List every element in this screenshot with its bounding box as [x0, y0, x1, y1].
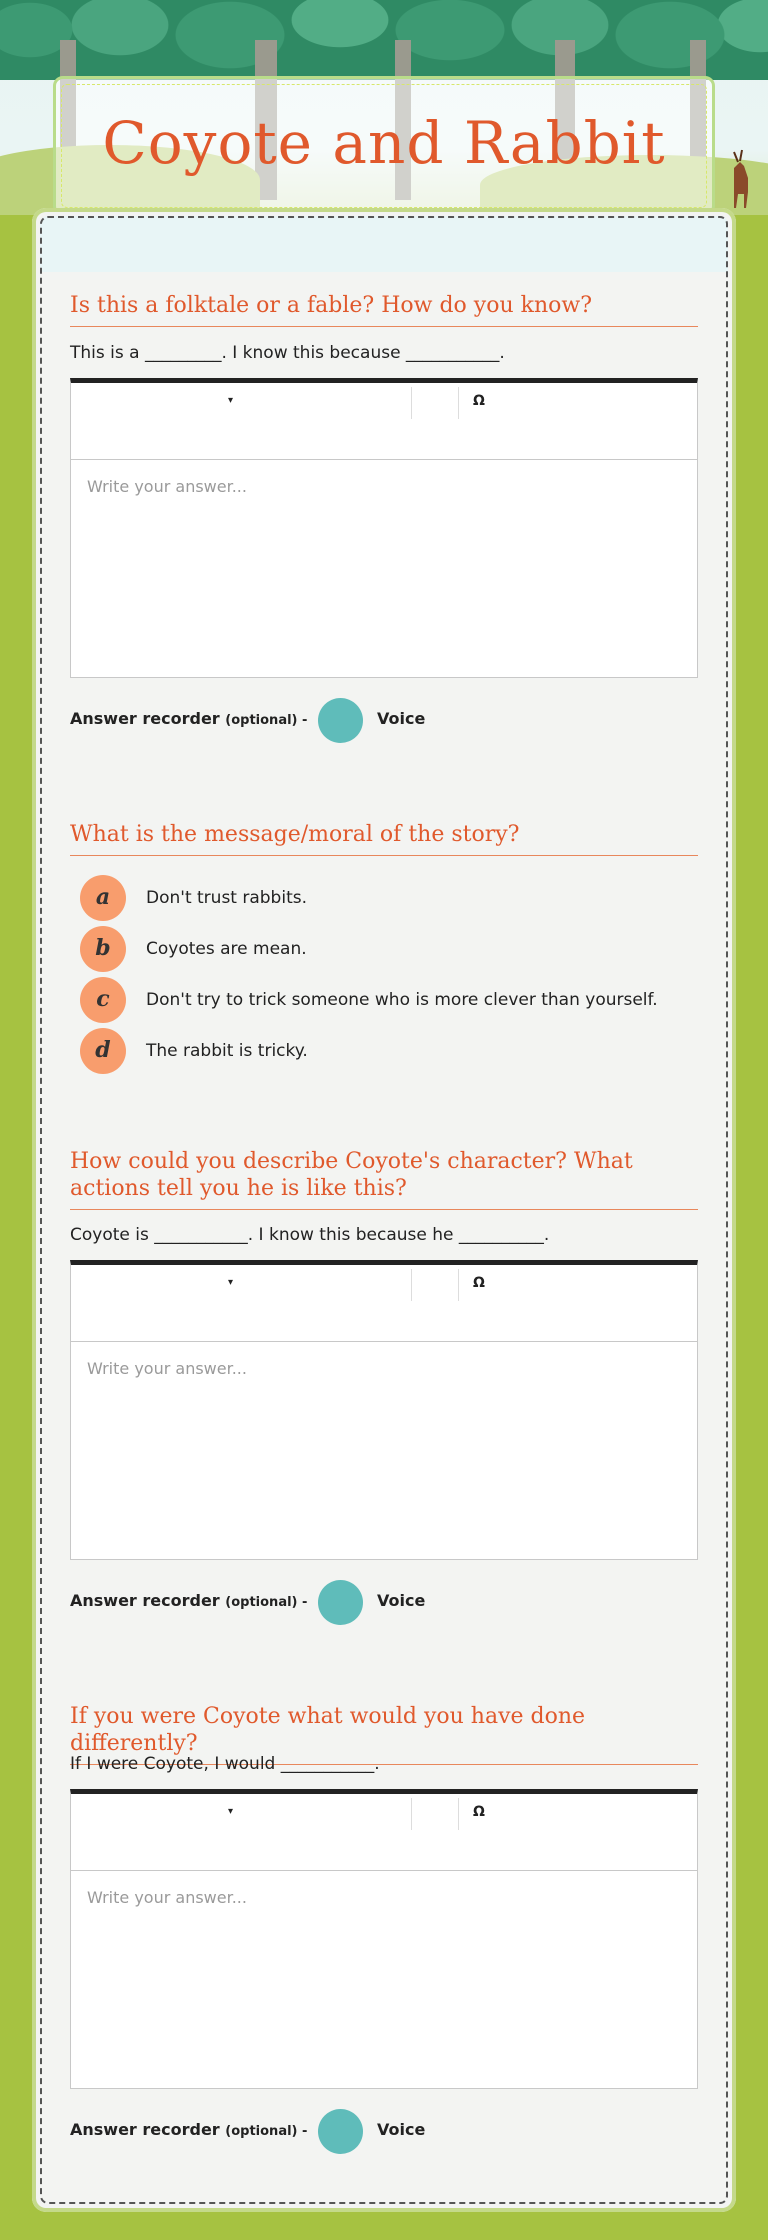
answer-recorder-label: Answer recorder (optional) -: [70, 709, 308, 728]
format-dropdown-icon[interactable]: ▾: [228, 1277, 234, 1288]
option-letter-badge[interactable]: d: [80, 1028, 126, 1074]
editor-toolbar: [71, 383, 697, 460]
answer-recorder-label: Answer recorder (optional) -: [70, 1591, 308, 1610]
voice-label: Voice: [377, 2120, 426, 2139]
question-1-editor[interactable]: [70, 378, 698, 678]
toolbar-divider: [458, 1269, 459, 1301]
special-characters-button[interactable]: Ω: [473, 1804, 485, 1820]
toolbar-divider: [458, 387, 459, 419]
header-scene: [0, 0, 768, 215]
answer-textarea[interactable]: Write your answer...: [87, 1888, 247, 1907]
answer-textarea[interactable]: Write your answer...: [87, 477, 247, 496]
option-letter-badge[interactable]: a: [80, 875, 126, 921]
option-text: Don't try to trick someone who is more clever than yourself.: [146, 990, 658, 1010]
format-dropdown-icon[interactable]: ▾: [228, 395, 234, 406]
voice-label: Voice: [377, 1591, 426, 1610]
editor-toolbar: [71, 1794, 697, 1871]
tree-canopy: [0, 0, 768, 80]
special-characters-button[interactable]: Ω: [473, 393, 485, 409]
option-text: The rabbit is tricky.: [146, 1041, 308, 1061]
page-title: Coyote and Rabbit: [102, 109, 666, 177]
question-4-editor[interactable]: [70, 1789, 698, 2089]
deer-icon: [726, 148, 756, 208]
question-3-prompt: Coyote is ___________. I know this because he __________.: [70, 1225, 550, 1245]
panel-header-band: [40, 216, 728, 272]
question-4-prompt: If I were Coyote, I would ___________.: [70, 1754, 380, 1774]
special-characters-button[interactable]: Ω: [473, 1275, 485, 1291]
toolbar-divider: [411, 387, 412, 419]
answer-textarea[interactable]: Write your answer...: [87, 1359, 247, 1378]
title-card: [53, 76, 715, 215]
question-1-prompt: This is a _________. I know this because ___________.: [70, 343, 505, 363]
question-2-title: What is the message/moral of the story?: [70, 821, 698, 856]
answer-recorder-label: Answer recorder (optional) -: [70, 2120, 308, 2139]
voice-record-button[interactable]: [318, 1580, 363, 1625]
question-3-editor[interactable]: [70, 1260, 698, 1560]
option-letter-badge[interactable]: b: [80, 926, 126, 972]
voice-record-button[interactable]: [318, 698, 363, 743]
question-3-title: How could you describe Coyote's character? What actions tell you he is like this?: [70, 1148, 698, 1210]
voice-record-button[interactable]: [318, 2109, 363, 2154]
question-1-title: Is this a folktale or a fable? How do you know?: [70, 292, 698, 327]
toolbar-divider: [411, 1269, 412, 1301]
question-4-title: If you were Coyote what would you have done differently?: [70, 1703, 698, 1765]
option-text: Coyotes are mean.: [146, 939, 307, 959]
voice-label: Voice: [377, 709, 426, 728]
format-dropdown-icon[interactable]: ▾: [228, 1806, 234, 1817]
editor-toolbar: [71, 1265, 697, 1342]
toolbar-divider: [458, 1798, 459, 1830]
option-letter-badge[interactable]: c: [80, 977, 126, 1023]
option-text: Don't trust rabbits.: [146, 888, 308, 908]
toolbar-divider: [411, 1798, 412, 1830]
